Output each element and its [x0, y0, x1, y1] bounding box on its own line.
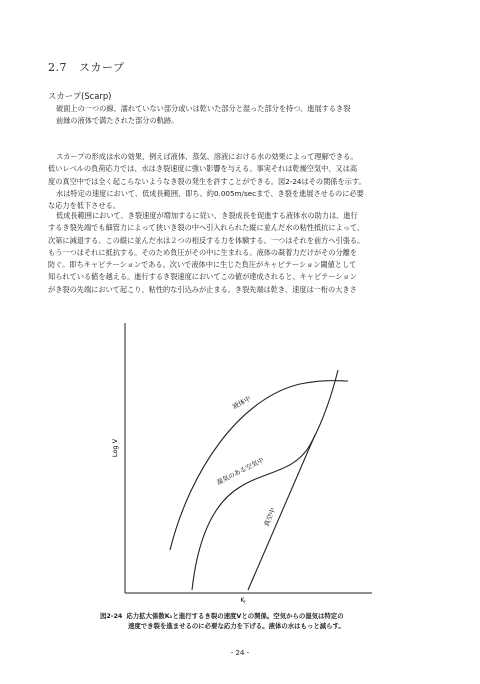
text-line: もう一つはそれに抵抗する。そのため負圧がその中に生まれる。液体の凝着力だけがその分離を — [48, 247, 358, 257]
figure-caption — [100, 611, 420, 631]
text-line: な応力を低下させる。 — [48, 201, 120, 211]
text-line: 破面上の一つの線、濡れていない部分或いは乾いた部分と湿った部分を持つ、進展するき裂 — [56, 104, 351, 113]
series-label-liquid: 液体中 — [231, 394, 253, 411]
x-axis-label: $K_I$ — [240, 597, 246, 606]
text-line: 水は特定の速度において、低成長範囲、即ち、約0.005m/secまで、き裂を進展させるのに必要 — [56, 188, 364, 198]
section-number: 2.7 — [48, 61, 67, 74]
caption-line: 速度でき裂を進ませるのに必要な応力を下げる。液体の水はもっと減らす。 — [128, 622, 345, 630]
text-line: スカープの形成は水の効果、例えば液体、蒸気、溶液における水の効果によって理解できる。 — [56, 152, 358, 161]
caption-text: 応力拡大係数K₁と進行するき裂の速度Vとの関係。空気からの湿気は特定の — [126, 612, 344, 620]
text-line: するき裂先端でも細管力によって狭いき裂の中へ引入れられた縦に並んだ水の粘性抵抗によって、 — [48, 223, 365, 233]
page-number: - 24 - — [230, 649, 250, 657]
text-line: 度の真空中では全く起こらないようなき裂の発生を許すことができる。図2-24はその関係を示す。 — [48, 176, 366, 186]
caption-line — [100, 611, 420, 621]
text-line: 次第に減退する。この縦に並んだ水は２つの相反する力を体験する。一つはそれを前方へ引張る。 — [48, 235, 365, 245]
series-label-vacuum: 真空中 — [262, 506, 278, 528]
text-line: がき裂の先端において起こり、粘性的な引込みが止まる。き裂先端は乾き、速度は一桁の大きさ — [48, 284, 357, 294]
series-line-humid-air — [192, 370, 338, 590]
text-line: 低成長範囲において、き裂速度が増加するに従い、き裂成長を促進する液体水の助力は、進行 — [56, 211, 358, 220]
y-axis-label: Log V — [111, 438, 119, 458]
caption-number: 図2-24 — [100, 612, 123, 620]
text-line: 防ぐ。即ちキャビテーションである。次いで液体中に生じた負圧がキャビテーション閾値として — [48, 260, 357, 270]
series-label-humid-air: 湿気のある空気中 — [215, 456, 266, 487]
text-line: 知られている値を越える。進行するき裂速度においてこの値が達成されると、キャビテーション — [48, 272, 357, 282]
text-line: 前縁の液体で満たされた部分の軌跡。 — [56, 116, 179, 126]
term-heading: スカープ(Scarp) — [48, 91, 112, 101]
section-title: スカープ — [79, 61, 125, 74]
text-line: 低いレベルの負荷応力では、水はき裂速度に強い影響を与える。事実それは乾燥空気中、又は高 — [48, 164, 358, 174]
